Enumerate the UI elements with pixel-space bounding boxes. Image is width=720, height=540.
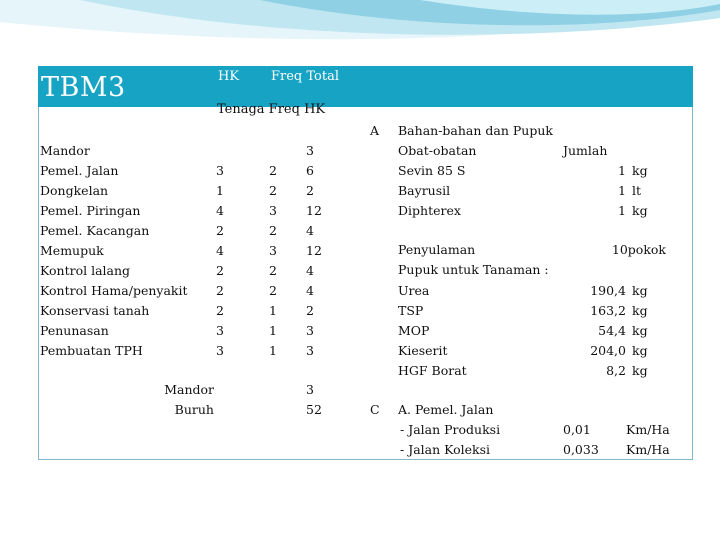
pupuk-qty: 204,0 [590, 343, 626, 358]
task-hk: 3 [306, 323, 314, 338]
task-tenaga: 2 [216, 283, 224, 298]
task-tenaga: 1 [216, 183, 224, 198]
task-freq: 2 [269, 263, 277, 278]
section-c-title: A. Pemel. Jalan [398, 402, 494, 417]
task-name: Kontrol Hama/penyakit [40, 283, 188, 298]
task-hk: 4 [306, 223, 314, 238]
task-tenaga: 3 [216, 343, 224, 358]
pupuk-unit: kg [632, 303, 648, 318]
section-c-marker: C [370, 402, 380, 417]
task-hk: 3 [306, 143, 314, 158]
total-value-mandor: 3 [306, 382, 314, 397]
task-freq: 3 [269, 243, 277, 258]
task-tenaga: 3 [216, 163, 224, 178]
task-freq: 2 [269, 223, 277, 238]
pupuk-unit: kg [632, 323, 648, 338]
task-name: Mandor [40, 143, 90, 158]
task-name: Pemel. Piringan [40, 203, 141, 218]
pupuk-name: Kieserit [398, 343, 448, 358]
subheader-tenaga-freq-hk: Tenaga Freq HK [217, 102, 326, 117]
pupuk-qty: 54,4 [598, 323, 626, 338]
task-hk: 12 [306, 243, 322, 258]
pupuk-name: TSP [398, 303, 424, 318]
material-qty: 1 [618, 183, 626, 198]
jumlah-label: Jumlah [563, 143, 608, 158]
road-unit: Km/Ha [626, 442, 670, 457]
task-freq: 1 [269, 323, 277, 338]
task-name: Memupuk [40, 243, 104, 258]
pupuk-qty: 8,2 [606, 363, 626, 378]
task-name: Dongkelan [40, 183, 109, 198]
total-label-mandor: Mandor [164, 382, 214, 397]
task-hk: 6 [306, 163, 314, 178]
header-freq-total: Freq Total [271, 69, 340, 84]
header-hk: HK [218, 69, 240, 84]
task-hk: 4 [306, 283, 314, 298]
task-freq: 2 [269, 163, 277, 178]
page-title: TBM3 [41, 72, 126, 103]
road-unit: Km/Ha [626, 422, 670, 437]
material-qty: 1 [618, 163, 626, 178]
material-unit: kg [632, 203, 648, 218]
pupuk-qty: 190,4 [590, 283, 626, 298]
road-name: - Jalan Koleksi [400, 442, 491, 457]
material-name: Sevin 85 S [398, 163, 466, 178]
task-hk: 4 [306, 263, 314, 278]
decorative-swoosh [0, 0, 720, 70]
material-unit: lt [632, 183, 642, 198]
total-label-buruh: Buruh [174, 402, 214, 417]
task-tenaga: 2 [216, 223, 224, 238]
material-unit: kg [632, 163, 648, 178]
pupuk-unit: kg [632, 363, 648, 378]
total-value-buruh: 52 [306, 402, 322, 417]
pupuk-unit: kg [632, 343, 648, 358]
pupuk-title: Pupuk untuk Tanaman : [398, 262, 549, 277]
obat-obatan-title: Obat-obatan [398, 143, 477, 158]
road-name: - Jalan Produksi [400, 422, 501, 437]
data-table [38, 66, 693, 460]
pupuk-name: HGF Borat [398, 363, 467, 378]
task-hk: 2 [306, 183, 314, 198]
task-hk: 12 [306, 203, 322, 218]
penyulaman-value: 10pokok [611, 242, 666, 257]
task-freq: 3 [269, 203, 277, 218]
task-name: Konservasi tanah [40, 303, 150, 318]
task-freq: 2 [269, 283, 277, 298]
task-tenaga: 4 [216, 243, 224, 258]
road-qty: 0,01 [563, 422, 591, 437]
pupuk-unit: kg [632, 283, 648, 298]
task-hk: 2 [306, 303, 314, 318]
material-qty: 1 [618, 203, 626, 218]
task-name: Kontrol lalang [40, 263, 131, 278]
task-tenaga: 3 [216, 323, 224, 338]
task-hk: 3 [306, 343, 314, 358]
task-tenaga: 2 [216, 263, 224, 278]
task-freq: 1 [269, 343, 277, 358]
material-name: Diphterex [398, 203, 461, 218]
road-qty: 0,033 [563, 442, 599, 457]
task-name: Pembuatan TPH [40, 343, 143, 358]
section-a-marker: A [370, 123, 380, 138]
penyulaman-label: Penyulaman [398, 242, 476, 257]
pupuk-name: Urea [398, 283, 430, 298]
pupuk-name: MOP [398, 323, 430, 338]
task-freq: 2 [269, 183, 277, 198]
task-name: Pemel. Kacangan [40, 223, 150, 238]
task-name: Pemel. Jalan [40, 163, 119, 178]
task-name: Penunasan [40, 323, 109, 338]
task-freq: 1 [269, 303, 277, 318]
table-header [38, 66, 693, 107]
material-name: Bayrusil [398, 183, 451, 198]
section-a-title: Bahan-bahan dan Pupuk [398, 123, 553, 138]
task-tenaga: 4 [216, 203, 224, 218]
task-tenaga: 2 [216, 303, 224, 318]
pupuk-qty: 163,2 [590, 303, 626, 318]
